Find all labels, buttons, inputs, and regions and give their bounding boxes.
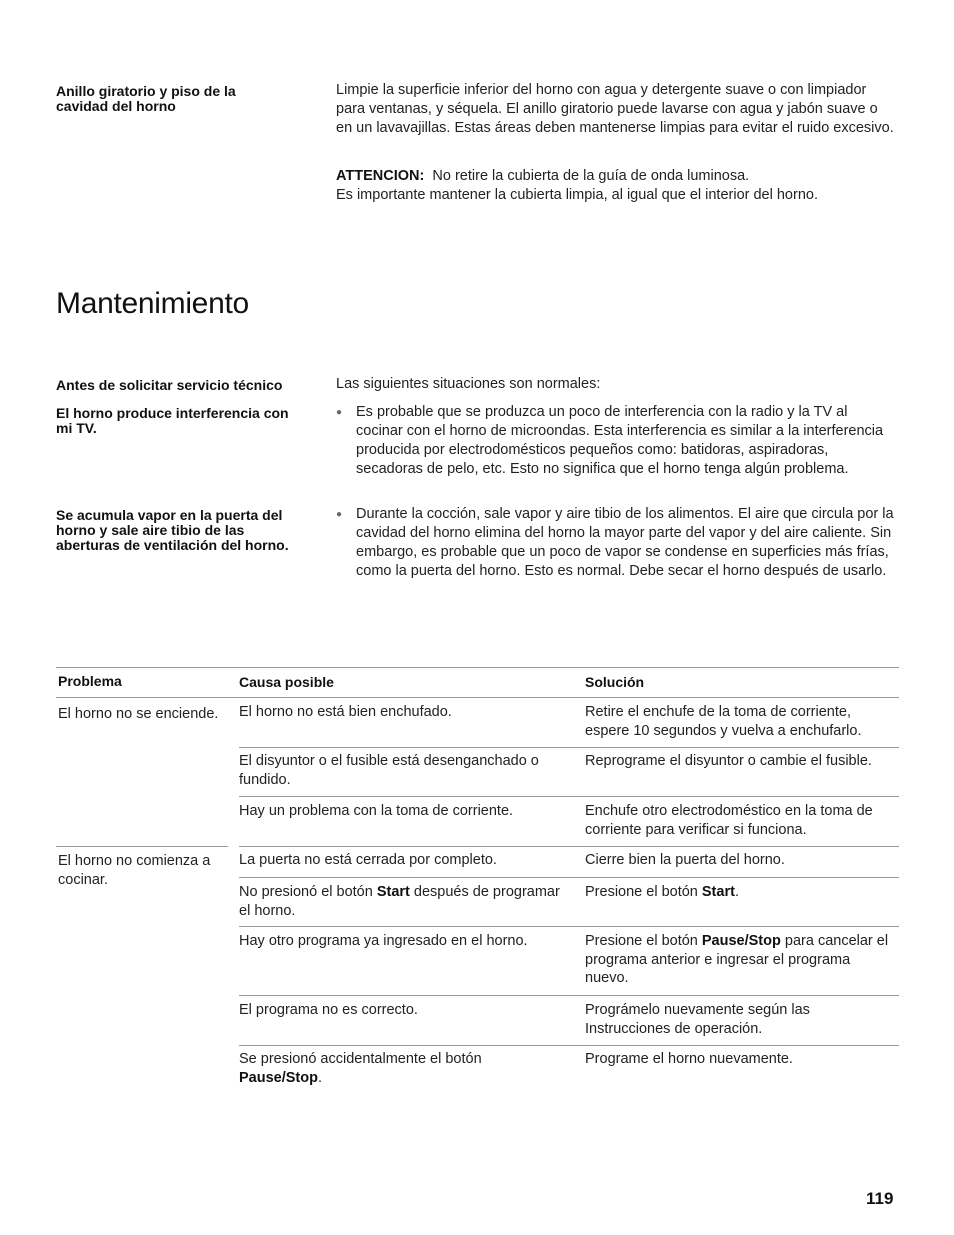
problem-no-power: El horno no se enciende. [58, 706, 219, 722]
row-rule [239, 846, 899, 847]
page-number: 119 [866, 1189, 894, 1208]
attention-note [336, 167, 896, 205]
cause-cell: Hay un problema con la toma de corriente. [239, 803, 514, 819]
solution-cell [585, 932, 897, 988]
issue-steam-bullet [336, 505, 898, 581]
solution-cell: Reprograme el disyuntor o cambie el fusible. [585, 753, 872, 769]
solution-cell: Prográmelo nuevamente según las Instrucciones de operación. [585, 1002, 810, 1037]
cause-cell [239, 1050, 509, 1087]
row-rule [239, 995, 899, 996]
cause-text: Se presionó accidentalmente el botón [239, 1051, 482, 1067]
issue-tv-text: Es probable que se produzca un poco de interferencia con la radio y la TV al cocinar con el horno de microondas. Esta interferencia es similar a la interferencia producida por electrodomésticos pequeños como: batidoras, aspiradoras, secadoras de pelo, etc. Esto no significa que el horno tenga algún problema. [356, 404, 884, 477]
page-title: Mantenimiento [56, 287, 249, 320]
problem-no-cook: El horno no comienza a cocinar. [58, 853, 211, 888]
row-rule [239, 1045, 899, 1046]
issue-label-tv: El horno produce interferencia con mi TV. [56, 405, 289, 436]
solution-text: Presione el botón [585, 933, 702, 949]
cause-text: . [317, 1069, 322, 1086]
start-button-ref: Start [701, 884, 735, 900]
attention-text-2: Es importante mantener la cubierta limpia, al igual que el interior del horno. [336, 187, 818, 203]
section-label-turntable: Anillo giratorio y piso de la cavidad del horno [56, 83, 236, 114]
header-bottom-rule [56, 697, 899, 698]
pause-stop-button-ref: Pause/Stop [701, 933, 781, 949]
group-rule-left [56, 846, 228, 847]
cause-text: después de programar el horno. [239, 884, 560, 919]
service-label: Antes de solicitar servicio técnico [56, 377, 283, 393]
solution-text: para cancelar el programa anterior e ingresar el programa nuevo. [585, 933, 889, 986]
cause-cell: La puerta no está cerrada por completo. [239, 852, 497, 868]
row-rule [239, 877, 899, 878]
bullet-icon: ● [336, 509, 343, 520]
solution-cell: Retire el enchufe de la toma de corriente, espere 10 segundos y vuelva a enchufarlo. [585, 704, 862, 739]
solution-cell: Enchufe otro electrodoméstico en la toma de corriente para verificar si funciona. [585, 803, 873, 838]
issue-label-steam: Se acumula vapor en la puerta del horno y sale aire tibio de las aberturas de ventilación del horno. [56, 507, 289, 553]
cause-cell: Hay otro programa ya ingresado en el horno. [239, 933, 528, 949]
issue-tv-bullet [336, 403, 898, 479]
solution-cell [585, 883, 895, 902]
solution-cell: Programe el horno nuevamente. [585, 1051, 793, 1067]
row-rule [239, 796, 899, 797]
header-problem: Problema [58, 673, 122, 689]
bullet-icon: ● [336, 407, 343, 418]
attention-text: No retire la cubierta de la guía de onda luminosa. [432, 168, 750, 184]
service-intro: Las siguientes situaciones son normales: [336, 376, 601, 392]
cause-cell: El programa no es correcto. [239, 1002, 418, 1018]
pause-stop-button-ref: Pause/Stop [239, 1069, 318, 1086]
solution-text: Presione el botón [585, 884, 702, 900]
cause-cell: El horno no está bien enchufado. [239, 704, 452, 720]
row-rule [239, 747, 899, 748]
header-solution: Solución [585, 674, 645, 690]
attention-label: ATTENCION: [336, 168, 425, 184]
solution-cell: Cierre bien la puerta del horno. [585, 852, 785, 868]
table-top-rule [56, 667, 899, 668]
row-rule [239, 926, 899, 927]
cause-text: No presionó el botón [239, 884, 377, 900]
cause-cell [239, 883, 574, 920]
solution-text: . [734, 884, 739, 900]
turntable-cleaning-text: Limpie la superficie inferior del horno con agua y detergente suave o con limpiador para ventanas, y séquela. El anillo giratorio puede lavarse con agua y jabón suave o en un lavavajillas. Estas áreas deben mantenerse limpias para evitar el ruido excesivo. [336, 82, 894, 136]
start-button-ref: Start [376, 884, 410, 900]
issue-steam-text: Durante la cocción, sale vapor y aire tibio de los alimentos. El aire que circula por la cavidad del horno elimina del horno la mayor parte del vapor y del aire caliente. Sin embargo, es probable que un poco de vapor se condense en superficies más frías, como la puerta del horno. Esto es normal. Debe secar el horno después de usarlo. [356, 506, 894, 579]
header-cause: Causa posible [239, 674, 334, 690]
cause-cell: El disyuntor o el fusible está desenganchado o fundido. [239, 753, 539, 788]
